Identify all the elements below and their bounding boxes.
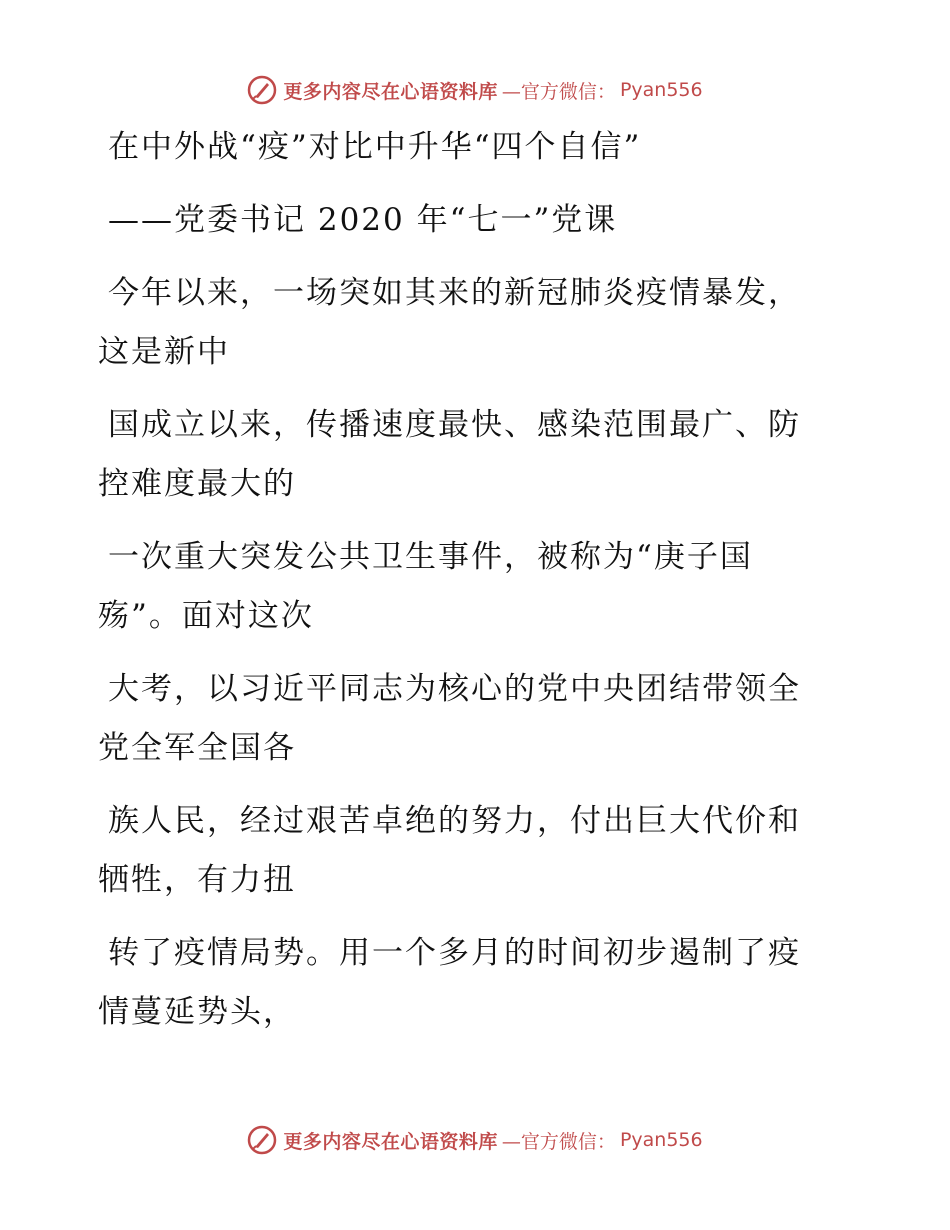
paragraph-line: 大考，以习近平同志为核心的党中央团结带领全 bbox=[108, 671, 801, 707]
footer-banner bbox=[0, 1120, 950, 1160]
quill-logo-icon bbox=[247, 1125, 277, 1155]
header-brand-text: 更多内容尽在心语资料库 bbox=[283, 80, 498, 103]
paragraph-line: 牺牲，有力扭 bbox=[98, 862, 296, 898]
paragraph-line: 情蔓延势头， bbox=[98, 994, 296, 1030]
footer-wechat-id: Pyan556 bbox=[619, 1129, 703, 1151]
quill-logo-icon bbox=[247, 75, 277, 105]
header-dash-text: —官方微信： bbox=[501, 80, 616, 103]
document-subtitle: ——党委书记 2020 年“七一”党课 bbox=[108, 202, 618, 238]
paragraph-line: 控难度最大的 bbox=[98, 466, 296, 502]
paragraph-line: 这是新中 bbox=[98, 334, 230, 370]
document-title: 在中外战“疫”对比中升华“四个自信” bbox=[108, 129, 642, 165]
header-banner bbox=[0, 70, 950, 110]
paragraph-line: 党全军全国各 bbox=[98, 730, 296, 766]
header-wechat-id: Pyan556 bbox=[619, 79, 703, 101]
paragraph-line: 今年以来，一场突如其来的新冠肺炎疫情暴发， bbox=[108, 275, 801, 311]
footer-brand-text: 更多内容尽在心语资料库 bbox=[283, 1130, 498, 1153]
footer-dash-text: —官方微信： bbox=[501, 1130, 616, 1153]
paragraph-line: 族人民，经过艰苦卓绝的努力，付出巨大代价和 bbox=[108, 803, 801, 839]
paragraph-line: 转了疫情局势。用一个多月的时间初步遏制了疫 bbox=[108, 935, 801, 971]
paragraph-line: 一次重大突发公共卫生事件，被称为“庚子国 bbox=[108, 539, 753, 575]
document-body bbox=[98, 118, 838, 1042]
paragraph-line: 殇”。面对这次 bbox=[98, 598, 314, 634]
paragraph-line: 国成立以来，传播速度最快、感染范围最广、防 bbox=[108, 407, 801, 443]
